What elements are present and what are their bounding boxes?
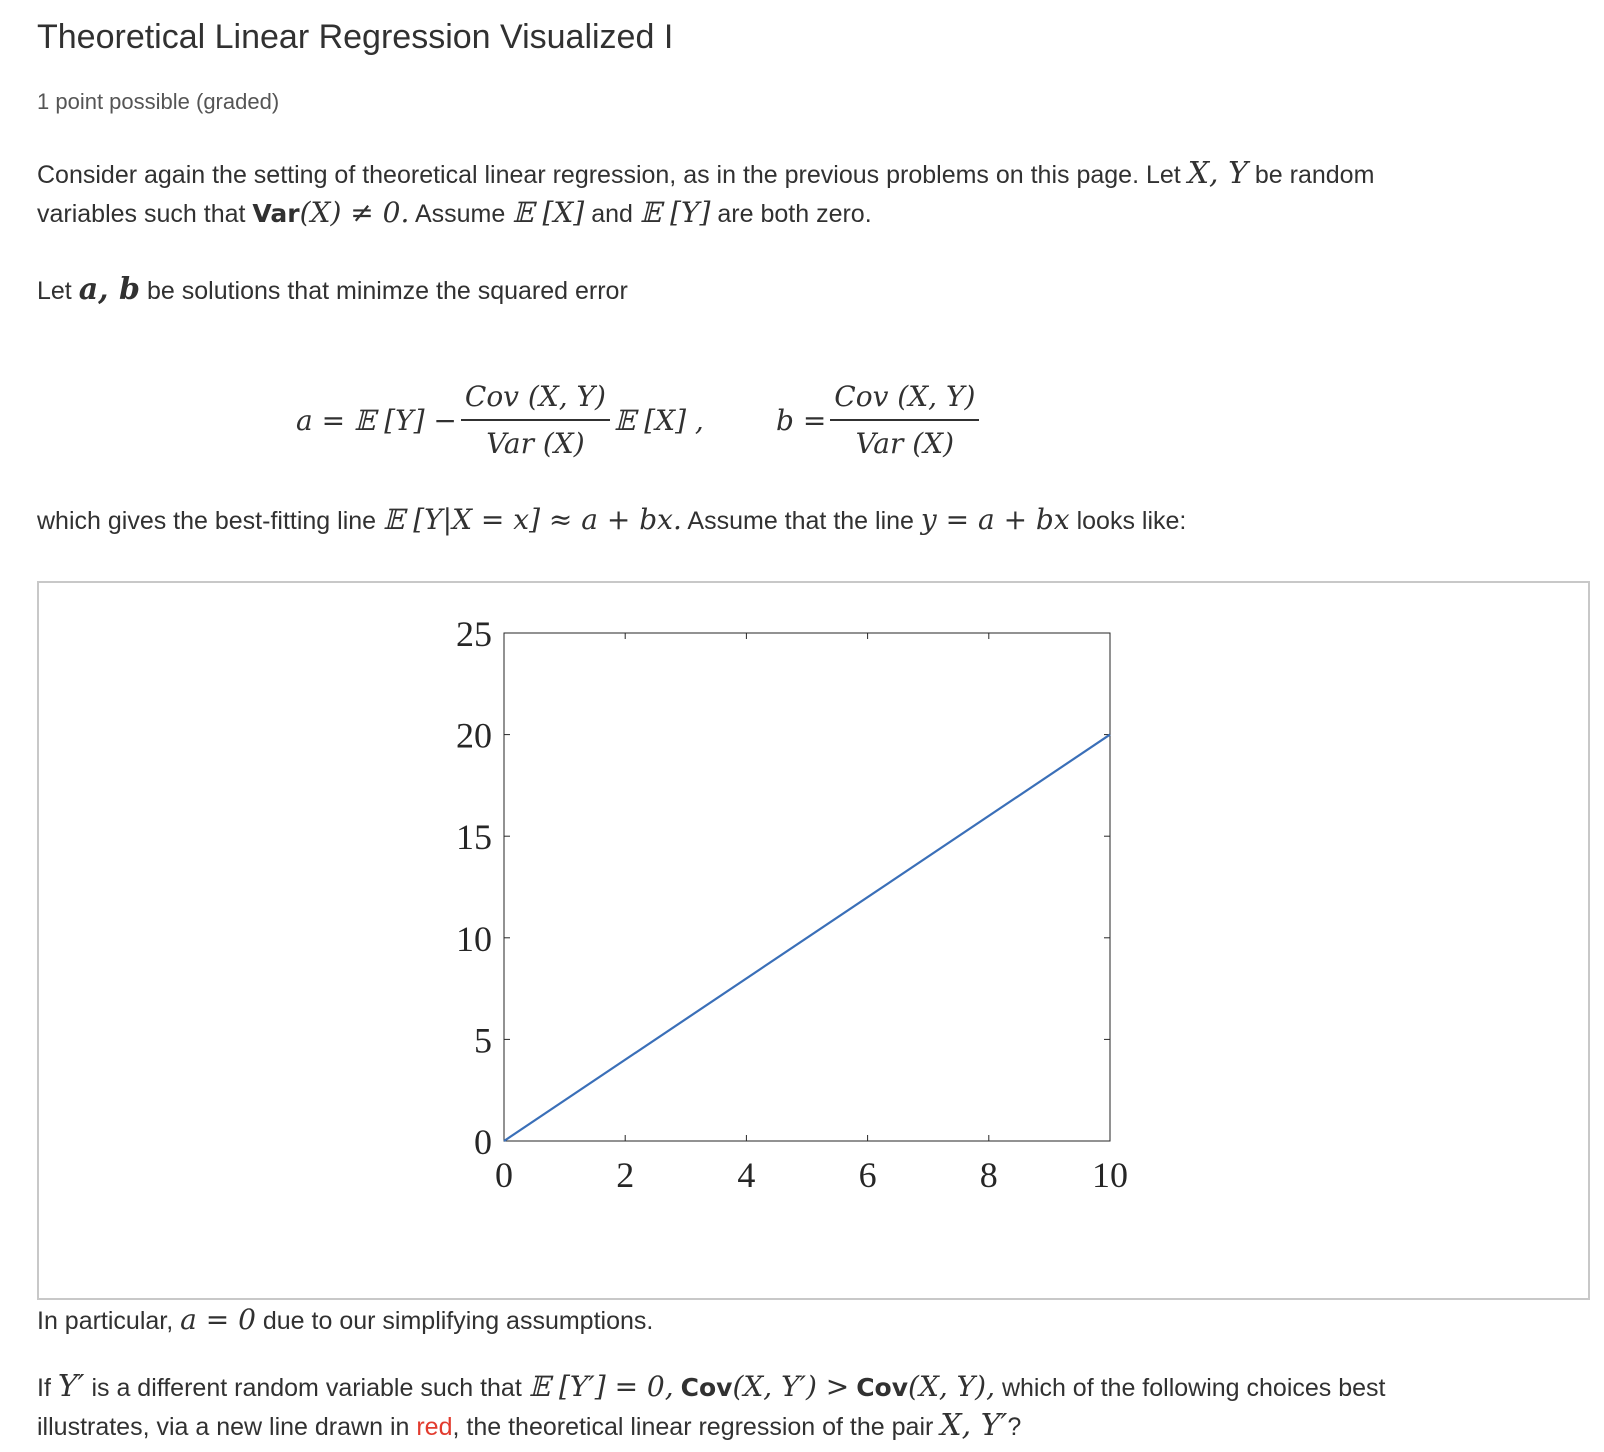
particular-text: due to our simplifying assumptions. <box>262 1307 654 1335</box>
y-tick-label: 15 <box>456 817 492 858</box>
intro-line-1 <box>37 154 1374 195</box>
cov-operator: Cov <box>856 1373 909 1402</box>
formula-a <box>296 370 704 470</box>
particular-line <box>37 1300 653 1341</box>
bestfit-text: looks like: <box>1076 507 1187 535</box>
y-tick-label: 0 <box>474 1122 492 1162</box>
question-line-2 <box>37 1406 1021 1447</box>
x-tick-label: 0 <box>495 1155 513 1195</box>
regression-plot <box>39 583 1588 1298</box>
bestfit-line <box>37 500 1186 541</box>
formula-b-lhs: b = <box>776 403 827 437</box>
line-equation: y = a + bx <box>920 503 1070 536</box>
question-text: is a different random variable such that <box>91 1374 522 1402</box>
expectation-y: 𝔼 [Y] <box>639 196 711 229</box>
x-tick-label: 8 <box>979 1155 998 1195</box>
minimize-vars: a, b <box>78 272 141 307</box>
formula-block <box>0 370 1604 470</box>
y-tick-label: 20 <box>456 715 492 756</box>
intro-text: be random <box>1254 161 1375 189</box>
points-possible: 1 point possible (graded) <box>37 89 280 114</box>
x-tick-label: 6 <box>858 1155 877 1195</box>
minimize-text: Let <box>37 277 72 305</box>
red-word: red <box>416 1413 453 1441</box>
formula-a-fraction <box>461 380 610 460</box>
x-tick-label: 2 <box>616 1155 635 1195</box>
question-pair: X, Y′ <box>940 1408 1008 1443</box>
regression-line <box>504 735 1110 1141</box>
intro-text: are both zero. <box>717 200 872 228</box>
intro-vars: X, Y <box>1187 156 1248 191</box>
question-text: illustrates, via a new line drawn in <box>37 1413 410 1441</box>
bestfit-text: which gives the best-fitting line <box>37 507 377 535</box>
particular-math: a = 0 <box>180 1303 256 1336</box>
cov-math: (X, Y), <box>908 1370 995 1403</box>
y-tick-label: 5 <box>474 1020 492 1061</box>
var-operator: Var <box>252 199 300 228</box>
formula-a-denominator: Var (X) <box>486 427 585 460</box>
question-text: If <box>37 1374 51 1402</box>
particular-text: In particular, <box>37 1307 174 1335</box>
question-text: which of the following choices best <box>1001 1374 1386 1402</box>
question-var: Y′ <box>57 1369 85 1404</box>
y-tick-label: 25 <box>456 614 492 654</box>
question-line-1 <box>37 1367 1385 1408</box>
var-math: (X) ≠ 0. <box>299 196 410 229</box>
bestfit-text: Assume that the line <box>687 507 914 535</box>
formula-a-lhs: a = 𝔼 [Y] − <box>296 403 457 437</box>
formula-a-numerator: Cov (X, Y) <box>461 380 610 421</box>
question-text: , the theoretical linear regression of the pair <box>452 1413 934 1441</box>
question-expectation: 𝔼 [Y′] = 0, <box>528 1370 674 1403</box>
problem-title: Theoretical Linear Regression Visualized I <box>37 18 674 56</box>
intro-text: Assume <box>414 200 506 228</box>
intro-line-2 <box>37 193 872 234</box>
expectation-x: 𝔼 [X] <box>512 196 585 229</box>
formula-b <box>776 370 983 470</box>
x-tick-label: 4 <box>737 1155 756 1195</box>
formula-a-rhs: 𝔼 [X] , <box>613 403 704 437</box>
question-text: ? <box>1007 1413 1022 1441</box>
intro-text: and <box>591 200 633 228</box>
cov-operator: Cov <box>680 1373 733 1402</box>
x-tick-label: 10 <box>1092 1155 1128 1195</box>
intro-text: Consider again the setting of theoretical linear regression, as in the previous problems on this page. Let <box>37 161 1181 189</box>
plot-image-frame <box>37 581 1590 1300</box>
cov-math: (X, Y′) > <box>732 1370 850 1403</box>
bestfit-math: 𝔼 [Y|X = x] ≈ a + bx. <box>383 503 682 536</box>
formula-b-denominator: Var (X) <box>855 427 955 460</box>
formula-b-numerator: Cov (X, Y) <box>830 380 979 421</box>
y-tick-label: 10 <box>456 918 492 959</box>
formula-b-fraction <box>830 380 979 460</box>
plot-axes-box <box>504 633 1110 1141</box>
minimize-text: be solutions that minimze the squared error <box>146 277 628 305</box>
intro-text: variables such that <box>37 200 246 228</box>
minimize-line <box>37 270 628 311</box>
